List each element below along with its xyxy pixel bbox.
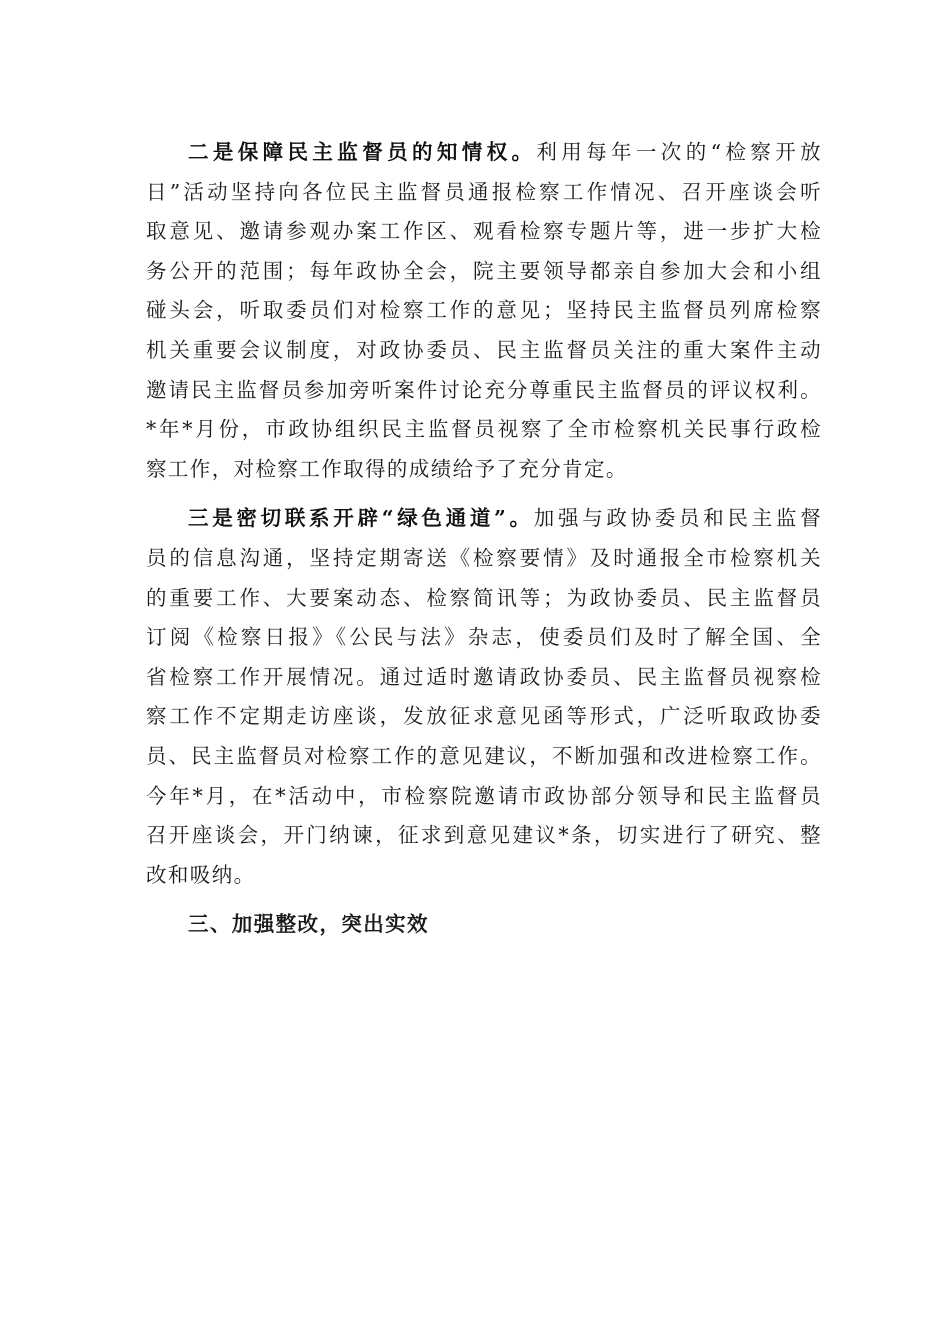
section-heading [146,905,822,945]
paragraph-line: 碰头会，听取委员们对检察工作的意见；坚持民主监督员列席检察 [146,298,822,323]
paragraph-green-channel [146,499,822,895]
paragraph-line: 订阅《检察日报》《公民与法》杂志，使委员们及时了解全国、全 [146,625,822,650]
document-page [146,133,822,945]
paragraph-line: *年*月份，市政协组织民主监督员视察了全市检察机关民事行政检 [146,417,822,442]
section-heading-text: 三、加强整改，突出实效 [188,912,429,937]
paragraph-lead: 三是密切联系开辟“绿色通道”。 [188,506,534,531]
paragraph-line: 召开座谈会，开门纳谏，征求到意见建议*条，切实进行了研究、整 [146,823,822,848]
paragraph-line: 今年*月，在*活动中，市检察院邀请市政协部分领导和民主监督员 [146,783,822,808]
paragraph-line [146,133,822,173]
paragraph-line [146,499,822,539]
paragraph-line-text: 加强与政协委员和民主监督 [533,506,822,531]
paragraph-line: 日”活动坚持向各位民主监督员通报检察工作情况、召开座谈会听 [146,179,822,204]
paragraph-line: 员的信息沟通，坚持定期寄送《检察要情》及时通报全市检察机关 [146,545,822,570]
paragraph-line: 省检察工作开展情况。通过适时邀请政协委员、民主监督员视察检 [146,664,822,689]
paragraph-line: 员、民主监督员对检察工作的意见建议，不断加强和改进检察工作。 [146,743,822,768]
paragraph-line: 察工作不定期走访座谈，发放征求意见函等形式，广泛听取政协委 [146,704,822,729]
paragraph-lead: 二是保障民主监督员的知情权。 [188,140,537,164]
paragraph-line: 邀请民主监督员参加旁听案件讨论充分尊重民主监督员的评议权利。 [146,377,822,402]
paragraph-line: 机关重要会议制度，对政协委员、民主监督员关注的重大案件主动 [146,337,822,362]
paragraph-line: 取意见、邀请参观办案工作区、观看检察专题片等，进一步扩大检 [146,219,822,244]
paragraph-knowledge-right [146,133,822,489]
paragraph-line-text: 利用每年一次的“检察开放 [536,140,822,164]
paragraph-line: 察工作，对检察工作取得的成绩给予了充分肯定。 [146,456,628,481]
paragraph-line: 改和吸纳。 [146,862,256,887]
paragraph-line: 务公开的范围；每年政协全会，院主要领导都亲自参加大会和小组 [146,258,822,283]
paragraph-line: 的重要工作、大要案动态、检察简讯等；为政协委员、民主监督员 [146,585,822,610]
